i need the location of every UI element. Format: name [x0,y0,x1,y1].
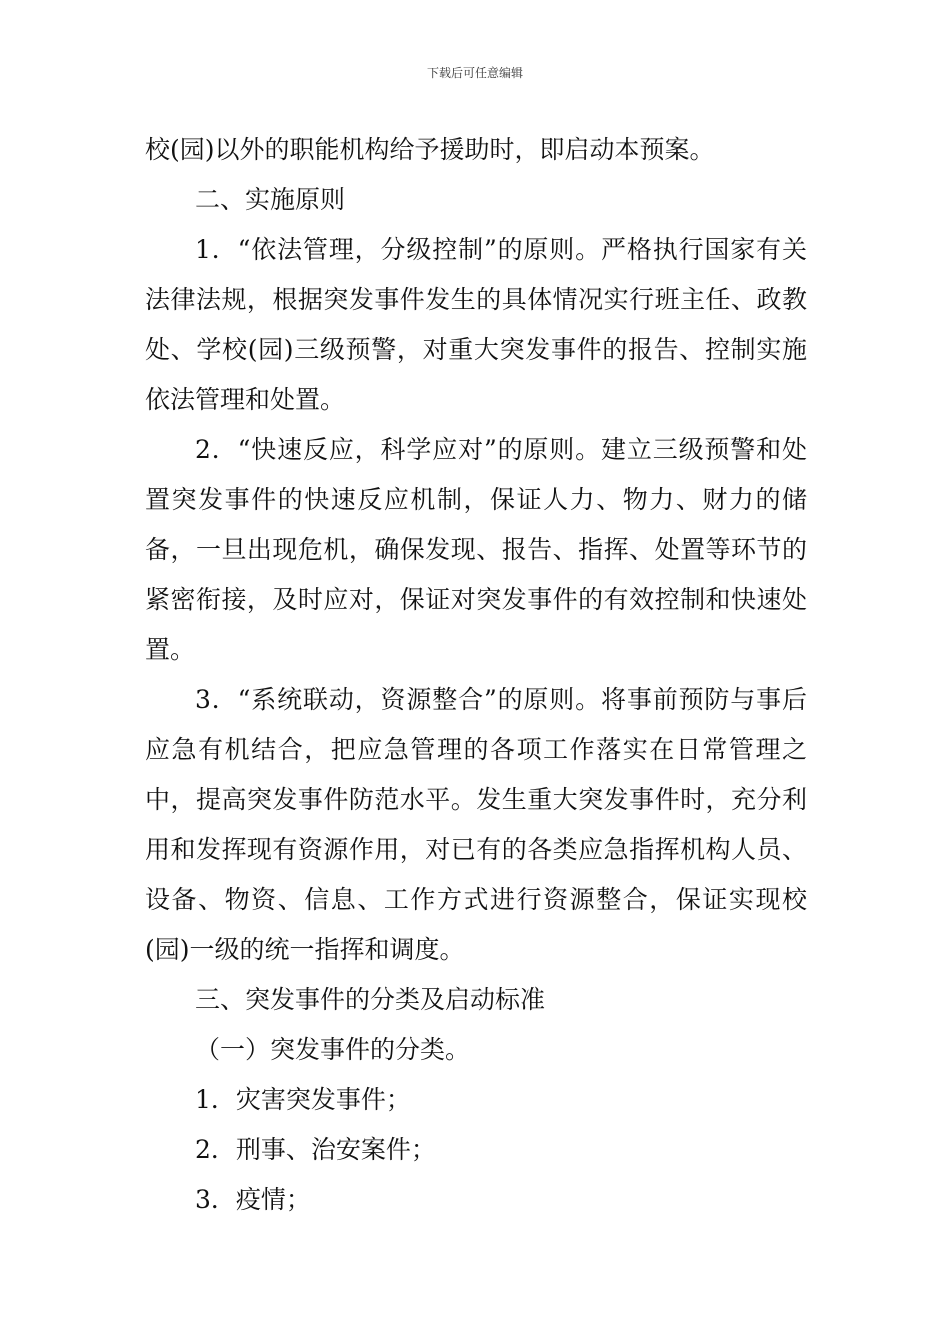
section-heading-classification: 三、突发事件的分类及启动标准 [195,985,546,1014]
page-header: 下载后可任意编辑 [426,66,523,80]
paragraph-intro: 校(园)以外的职能机构给予援助时，即启动本预案。 [145,135,715,164]
list-item-epidemic: 3．疫情； [195,1185,311,1214]
list-item-disaster: 1．灾害突发事件； [195,1085,411,1114]
section-heading-principles: 二、实施原则 [195,185,346,214]
subsection-heading-types: （一）突发事件的分类。 [195,1035,471,1064]
document-body [145,125,807,1225]
paragraph-principle-1: 1．“依法管理，分级控制”的原则。严格执行国家有关法律法规，根据突发事件发生的具体情况实行班主任、政教处、学校(园)三级预警，对重大突发事件的报告、控制实施依法管理和处置。 [145,235,807,414]
list-item-criminal: 2．刑事、治安案件； [195,1135,436,1164]
paragraph-principle-2: 2．“快速反应，科学应对”的原则。建立三级预警和处置突发事件的快速反应机制，保证人力、物力、财力的储备，一旦出现危机，确保发现、报告、指挥、处置等环节的紧密衔接，及时应对，保证对突发事件的有效控制和快速处置。 [145,435,807,664]
paragraph-principle-3: 3．“系统联动，资源整合”的原则。将事前预防与事后应急有机结合，把应急管理的各项工作落实在日常管理之中，提高突发事件防范水平。发生重大突发事件时，充分利用和发挥现有资源作用，对已有的各类应急指挥机构人员、设备、物资、信息、工作方式进行资源整合，保证实现校(园)一级的统一指挥和调度。 [145,685,807,964]
